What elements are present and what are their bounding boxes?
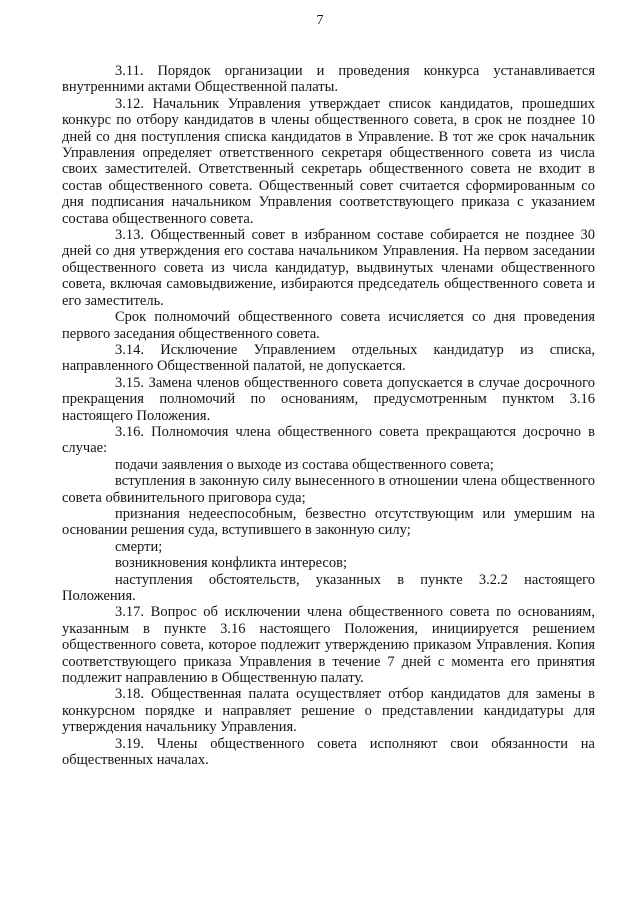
paragraph-3-16: 3.16. Полномочия члена общественного совета прекращаются досрочно в случае:: [62, 423, 595, 457]
paragraph-3-19: 3.19. Члены общественного совета исполняют свои обязанности на общественных началах.: [62, 735, 595, 769]
paragraph-3-15: 3.15. Замена членов общественного совета допускается в случае досрочного прекращения полномочий по основаниям, предусмотренным пунктом 3.16 настоящего Положения.: [62, 374, 595, 424]
paragraph-3-17: 3.17. Вопрос об исключении члена общественного совета по основаниям, указанным в пункте 3.16 настоящего Положения, инициируется решением общественного совета, которое подлежит утверждению приказом Управления. Копия соответствующего приказа Управления в течение 7 дней с момента его принятия подлежит направлению в Общественную палату.: [62, 604, 595, 687]
paragraph-3-13: 3.13. Общественный совет в избранном составе собирается не позднее 30 дней со дня утверждения его состава начальником Управления. На первом заседании общественного совета из числа кандидатур, выдвинутых членами общественного совета, включая самовыдвижение, избираются председатель общественного совета и его заместитель.: [62, 227, 595, 309]
list-item-conflict-of-interest: возникновения конфликта интересов;: [115, 555, 347, 572]
list-item-circumstances: наступления обстоятельств, указанных в пункте 3.2.2 настоящего Положения.: [62, 571, 595, 604]
paragraph-3-14: 3.14. Исключение Управлением отдельных кандидатур из списка, направленного Общественной палатой, не допускается.: [62, 341, 595, 375]
paragraph-3-12: 3.12. Начальник Управления утверждает список кандидатов, прошедших конкурс по отбору кандидатов в члены общественного совета, в срок не позднее 10 дней со дня поступления списка кандидатов в Управление. В тот же срок начальник Управления определяет ответственного секретаря общественного совета из числа своих заместителей. Ответственный секретарь общественного совета не входит в состав общественного совета. Общественный совет считается сформированным со дня подписания начальником Управления соответствующего приказа с указанием состава общественного совета.: [62, 95, 595, 227]
paragraph-3-11: 3.11. Порядок организации и проведения конкурса устанавливается внутренними актами Общественной палаты.: [62, 63, 595, 96]
list-item-resignation: подачи заявления о выходе из состава общественного совета;: [115, 456, 494, 473]
paragraph-3-18: 3.18. Общественная палата осуществляет отбор кандидатов для замены в конкурсном порядке и направляет решение о представлении кандидатуры для утверждения начальнику Управления.: [62, 686, 595, 736]
page-number: 7: [316, 13, 324, 28]
paragraph-term-of-office: Срок полномочий общественного совета исчисляется со дня проведения первого заседания общественного совета.: [62, 309, 595, 342]
document-body: [62, 63, 595, 768]
list-item-death: смерти;: [115, 538, 163, 555]
list-item-incapacity: признания недееспособным, безвестно отсутствующим или умершим на основании решения суда, вступившего в законную силу;: [62, 505, 595, 539]
list-item-conviction: вступления в законную силу вынесенного в отношении члена общественного совета обвинительного приговора суда;: [62, 473, 595, 506]
